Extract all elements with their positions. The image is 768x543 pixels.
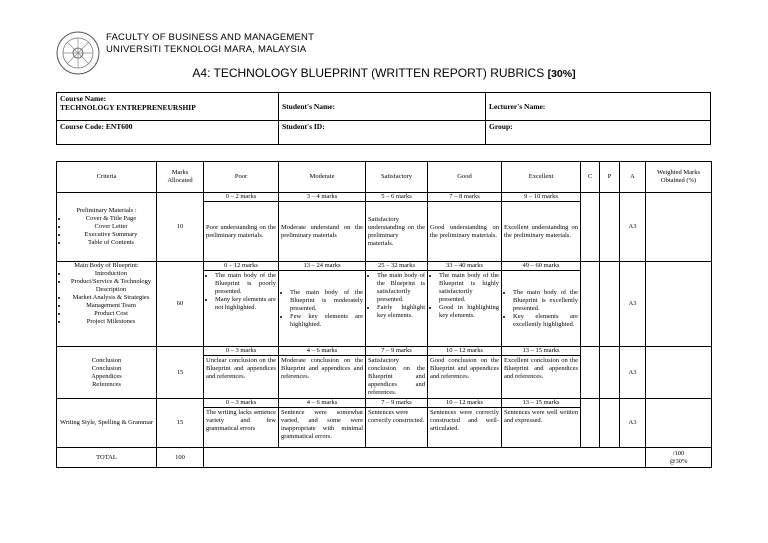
total-obtained-cell[interactable] xyxy=(646,448,712,468)
marks-allocated: 15 xyxy=(157,347,204,399)
score-a: A3 xyxy=(620,347,646,399)
range-satisfactory: 7 – 9 marks xyxy=(366,399,428,408)
col-marks-allocated: Marks Allocated xyxy=(157,162,204,193)
col-a: A xyxy=(620,162,646,193)
range-good: 7 – 8 marks xyxy=(428,193,502,202)
total-obtained: /100 xyxy=(672,449,685,457)
course-name-label: Course Name: xyxy=(60,94,107,103)
title-text: A4: TECHNOLOGY BLUEPRINT (WRITTEN REPORT) RUBRICS xyxy=(192,66,545,80)
desc-satisfactory: Sentences were correctly constructed. xyxy=(366,408,428,448)
criteria-item: • Product Cost xyxy=(68,310,154,318)
lecturer-name-label: Lecturer's Name: xyxy=(489,102,546,111)
desc-item: • The main body of the Blueprint is moderately presented. xyxy=(290,289,363,313)
marks-allocated: 10 xyxy=(157,193,204,262)
weighted-marks[interactable] xyxy=(646,347,712,399)
desc-moderate xyxy=(279,271,366,347)
score-a: A3 xyxy=(620,262,646,347)
criteria-cell xyxy=(57,193,157,262)
desc-good: Sentences were correctly constructed and well-articulated. xyxy=(428,408,502,448)
range-moderate: 3 – 4 marks xyxy=(279,193,366,202)
score-p[interactable] xyxy=(600,262,620,347)
range-poor: 0 – 3 marks xyxy=(204,347,279,356)
student-name-label: Student's Name: xyxy=(282,102,336,111)
desc-item: • The main body of the Blueprint is highly satisfactorily presented. xyxy=(439,272,499,304)
rubric-table xyxy=(56,161,712,468)
total-blank xyxy=(204,448,646,468)
score-c[interactable] xyxy=(581,193,600,262)
criteria-item: • Project Milestones xyxy=(68,318,154,326)
range-poor: 0 – 2 marks xyxy=(204,193,279,202)
score-c[interactable] xyxy=(581,399,600,448)
faculty-name: FACULTY OF BUSINESS AND MANAGEMENT xyxy=(106,32,315,43)
range-row xyxy=(57,347,712,356)
range-good: 33 – 40 marks xyxy=(428,262,502,271)
criteria-line: Conclusion xyxy=(91,364,122,372)
lecturer-name-cell[interactable] xyxy=(486,93,711,121)
col-criteria: Criteria xyxy=(57,162,157,193)
range-excellent: 9 – 10 marks xyxy=(502,193,581,202)
criteria-item: • Introduction xyxy=(68,270,154,278)
desc-item: • The main body of the Blueprint is excellently presented. xyxy=(513,289,578,313)
desc-item: • Few key elements are highlighted. xyxy=(290,313,363,329)
col-poor: Poor xyxy=(204,162,279,193)
course-code-label: Course Code: ENT600 xyxy=(60,122,133,131)
weighted-marks[interactable] xyxy=(646,193,712,262)
total-weighted: @30% xyxy=(669,457,688,465)
desc-satisfactory: Satisfactory conclusion on the Blueprint and appendices and references. xyxy=(366,356,428,399)
score-a: A3 xyxy=(620,193,646,262)
student-name-cell[interactable] xyxy=(279,93,486,121)
range-poor: 0 – 12 marks xyxy=(204,262,279,271)
desc-excellent: Sentences were well written and expressed. xyxy=(502,408,581,448)
criteria-item: • Cover Letter xyxy=(68,223,154,231)
criteria-line: Appendices xyxy=(91,372,122,380)
range-good: 10 – 12 marks xyxy=(428,347,502,356)
desc-satisfactory: Satisfactory understanding on the preliminary materials. xyxy=(366,202,428,262)
col-p: P xyxy=(600,162,620,193)
total-marks: 100 xyxy=(157,448,204,468)
course-info-table xyxy=(56,92,711,145)
total-row xyxy=(57,448,712,468)
range-moderate: 4 – 6 marks xyxy=(279,347,366,356)
col-moderate: Moderate xyxy=(279,162,366,193)
range-row xyxy=(57,399,712,408)
criteria-item: • Market Analysis & Strategies xyxy=(68,294,154,302)
criteria-cell xyxy=(57,399,157,448)
desc-good xyxy=(428,271,502,347)
range-satisfactory: 7 – 9 marks xyxy=(366,347,428,356)
score-c[interactable] xyxy=(581,347,600,399)
student-id-label: Student's ID: xyxy=(282,122,325,131)
desc-moderate: Moderate conclusion on the Blueprint and appendices and references. xyxy=(279,356,366,399)
desc-excellent xyxy=(502,271,581,347)
desc-excellent: Excellent understanding on the preliminary materials. xyxy=(502,202,581,262)
criteria-title: Main Body of Blueprint: xyxy=(74,262,139,269)
range-moderate: 4 – 6 marks xyxy=(279,399,366,408)
criteria-line: References xyxy=(92,380,121,388)
range-satisfactory: 5 – 6 marks xyxy=(366,193,428,202)
score-p[interactable] xyxy=(600,193,620,262)
range-excellent: 13 – 15 marks xyxy=(502,347,581,356)
desc-item: • Key elements are excellently highlighted. xyxy=(513,313,578,329)
criteria-cell xyxy=(57,347,157,399)
col-satisfactory: Satisfactory xyxy=(366,162,428,193)
criteria-item: • Management Team xyxy=(68,302,154,310)
page-title xyxy=(0,66,768,80)
desc-poor xyxy=(204,271,279,347)
range-good: 10 – 12 marks xyxy=(428,399,502,408)
marks-allocated: 60 xyxy=(157,262,204,347)
desc-good: Good conclusion on the Blueprint and appendices and references. xyxy=(428,356,502,399)
col-c: C xyxy=(581,162,600,193)
criteria-item: • Cover & Title Page xyxy=(68,215,154,223)
course-code-cell xyxy=(57,121,279,145)
criteria-line: Conclusion xyxy=(91,356,122,364)
desc-poor: Poor understanding on the preliminary materials. xyxy=(204,202,279,262)
col-excellent: Excellent xyxy=(502,162,581,193)
desc-item: • Good in highlighting key elements. xyxy=(439,304,499,320)
score-a: A3 xyxy=(620,399,646,448)
col-good: Good xyxy=(428,162,502,193)
col-weighted: Weighted Marks Obtained (%) xyxy=(646,162,712,193)
desc-item: • The main body of the Blueprint is poorly presented. xyxy=(215,272,276,296)
criteria-title: Writing Style, Spelling & Grammar xyxy=(59,419,154,426)
total-label: TOTAL xyxy=(57,448,157,468)
desc-item: • Fairly highlight key elements. xyxy=(377,304,425,320)
desc-moderate: Moderate understand on the preliminary materials xyxy=(279,202,366,262)
title-weight: [30%] xyxy=(547,68,576,80)
criteria-item: • Executive Summary xyxy=(68,231,154,239)
course-name-cell xyxy=(57,93,279,121)
range-excellent: 49 – 60 marks xyxy=(502,262,581,271)
score-p[interactable] xyxy=(600,347,620,399)
criteria-item: • Table of Contents xyxy=(68,239,154,247)
desc-poor: Unclear conclusion on the Blueprint and appendices and references. xyxy=(204,356,279,399)
criteria-cell xyxy=(57,262,157,347)
group-cell[interactable] xyxy=(486,121,711,145)
weighted-marks[interactable] xyxy=(646,399,712,448)
desc-item: • Many key elements are not highlighted. xyxy=(215,296,276,312)
criteria-item: • Product/Service & Technology Description xyxy=(68,278,154,294)
score-p[interactable] xyxy=(600,399,620,448)
student-id-cell[interactable] xyxy=(279,121,486,145)
course-name-value: TECHNOLOGY ENTREPRENEURSHIP xyxy=(60,103,196,112)
criteria-title: Preliminary Materials : xyxy=(76,207,137,214)
range-excellent: 13 – 15 marks xyxy=(502,399,581,408)
range-row xyxy=(57,262,712,271)
weighted-marks[interactable] xyxy=(646,262,712,347)
desc-poor: The writing lacks sentence variety and few grammatical errors xyxy=(204,408,279,448)
desc-good: Good understanding on the preliminary materials. xyxy=(428,202,502,262)
desc-item: • The main body of the Blueprint is satisfactorily presented. xyxy=(377,272,425,304)
university-name: UNIVERSITI TEKNOLOGI MARA, MALAYSIA xyxy=(106,44,307,55)
range-satisfactory: 25 – 32 marks xyxy=(366,262,428,271)
range-moderate: 13 – 24 marks xyxy=(279,262,366,271)
desc-moderate: Sentence were somewhat varied, and some were inappropriate with minimal grammatical errors. xyxy=(279,408,366,448)
range-poor: 0 – 3 marks xyxy=(204,399,279,408)
range-row xyxy=(57,193,712,202)
group-label: Group: xyxy=(489,122,513,131)
score-c[interactable] xyxy=(581,262,600,347)
desc-satisfactory xyxy=(366,271,428,347)
marks-allocated: 15 xyxy=(157,399,204,448)
desc-excellent: Excellent conclusion on the Blueprint and appendices and references. xyxy=(502,356,581,399)
